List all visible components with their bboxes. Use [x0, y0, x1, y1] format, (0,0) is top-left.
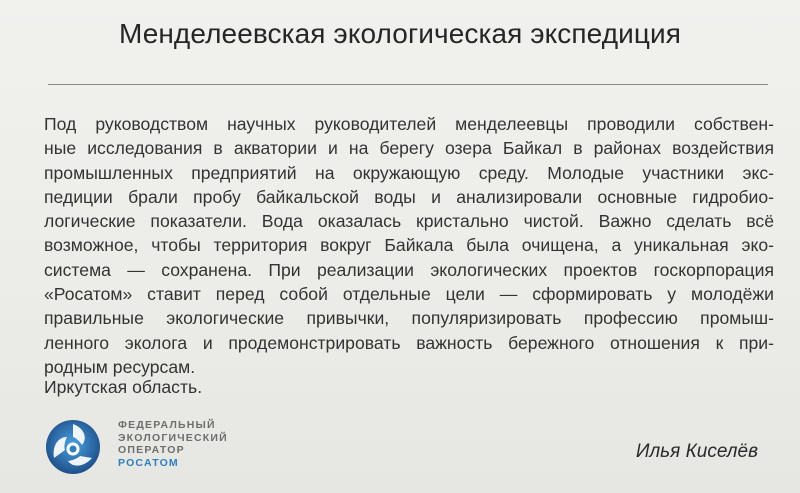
title-divider: [48, 84, 768, 85]
body-line: логические показатели. Вода оказалась кристально чистой. Важно сделать всё: [44, 211, 774, 232]
region-label: Иркутская область.: [44, 377, 203, 397]
org-name: [118, 419, 228, 469]
page-title: Менделеевская экологическая экспедиция: [118, 18, 682, 49]
body-line: «Росатом» ставит перед собой отдельные цели — сформировать у молодёжи: [44, 284, 774, 305]
org-brand: РОСАТОМ: [118, 456, 179, 469]
body-line: Под руководством научных руководителей менделеевцы проводили собствен-: [44, 114, 774, 134]
body-line: ные исследования в акватории и на берегу озера Байкал в районах воздействия: [44, 138, 774, 159]
body-line: ленного эколога и продемонстрировать важность бережного отношения к при-: [44, 332, 774, 353]
body-paragraph: [44, 112, 774, 379]
author-name: Илья Киселёв: [635, 441, 758, 462]
org-line: ФЕДЕРАЛЬНЫЙ: [118, 419, 216, 431]
body-line: родным ресурсам.: [44, 356, 196, 377]
rosatom-logo-icon: [44, 418, 102, 476]
body-line: педиции брали пробу байкальской воды и анализировали основные гидробио-: [44, 186, 774, 207]
org-line: ОПЕРАТОР: [118, 444, 185, 456]
body-line: система — сохранена. При реализации экологических проектов госкорпорация: [44, 259, 774, 280]
org-line: ЭКОЛОГИЧЕСКИЙ: [118, 431, 228, 444]
body-line: промышленных предприятий на окружающую среду. Молодые участники экс-: [44, 162, 774, 183]
body-line: возможное, чтобы территория вокруг Байкала была очищена, а уникальная эко-: [44, 235, 774, 256]
body-line: правильные экологические привычки, популяризировать профессию промыш-: [44, 308, 774, 329]
